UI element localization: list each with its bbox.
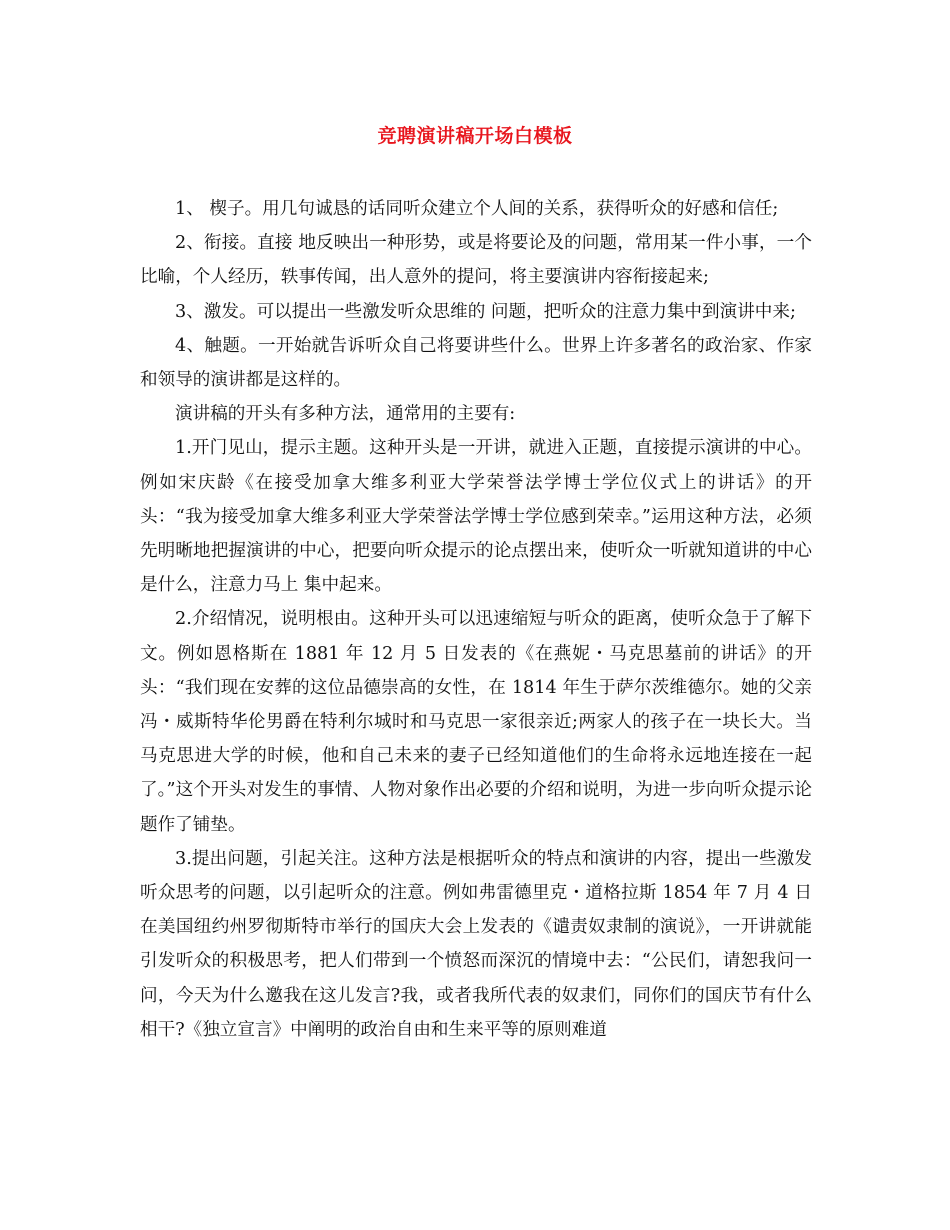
document-body [140,192,812,1047]
page-title: 竞聘演讲稿开场白模板 [377,125,573,147]
paragraph-5: 演讲稿的开头有多种方法，通常用的主要有: [175,404,516,425]
paragraph-7: 2.介绍情况，说明根由。这种开头可以迅速缩短与听众的距离，使听众急于了解下文。例如恩格斯在 1881 年 12 月 5 日发表的《在燕妮・马克思墓前的讲话》的开头：“我们现在安葬的这位品德崇高的女性，在 1814 年生于萨尔茨维德尔。她的父亲冯・威斯特华伦男爵在特利尔城时和马克思一家很亲近;两家人的孩子在一块长大。当马克思进大学的时候，他和自己未来的妻子已经知道他们的生命将永远地连接在一起了。”这个开头对发生的事情、人物对象作出必要的介绍和说明，为进一步向听众提示论题作了铺垫。 [140,609,812,835]
paragraph-8: 3.提出问题，引起关注。这种方法是根据听众的特点和演讲的内容，提出一些激发听众思考的问题，以引起听众的注意。例如弗雷德里克・道格拉斯 1854 年 7 月 4 日在美国纽约州罗彻斯特市举行的国庆大会上发表的《谴责奴隶制的演说》，一开讲就能引发听众的积极思考，把人们带到一个愤怒而深沉的情境中去：“公民们，请恕我问一问，今天为什么邀我在这儿发言?我，或者我所代表的奴隶们，同你们的国庆节有什么相干?《独立宣言》中阐明的政治自由和生来平等的原则难道 [140,848,812,1040]
paragraph-1: 1、 楔子。用几句诚恳的话同听众建立个人间的关系，获得听众的好感和信任; [175,199,779,219]
paragraph-3: 3、激发。可以提出一些激发听众思维的 问题，把听众的注意力集中到演讲中来; [175,301,796,322]
paragraph-6: 1.开门见山，提示主题。这种开头是一开讲，就进入正题，直接提示演讲的中心。例如宋庆龄《在接受加拿大维多利亚大学荣誉法学博士学位仪式上的讲话》的开头：“我为接受加拿大维多利亚大学荣誉法学博士学位感到荣幸。”运用这种方法，必须先明晰地把握演讲的中心，把要向听众提示的论点摆出来，使听众一听就知道讲的中心是什么，注意力马上 集中起来。 [140,438,812,596]
paragraph-2: 2、衔接。直接 地反映出一种形势，或是将要论及的问题，常用某一件小事，一个比喻，个人经历，轶事传闻，出人意外的提问，将主要演讲内容衔接起来; [140,233,812,288]
paragraph-4: 4、触题。一开始就告诉听众自己将要讲些什么。世界上许多著名的政治家、作家和领导的演讲都是这样的。 [140,335,812,391]
